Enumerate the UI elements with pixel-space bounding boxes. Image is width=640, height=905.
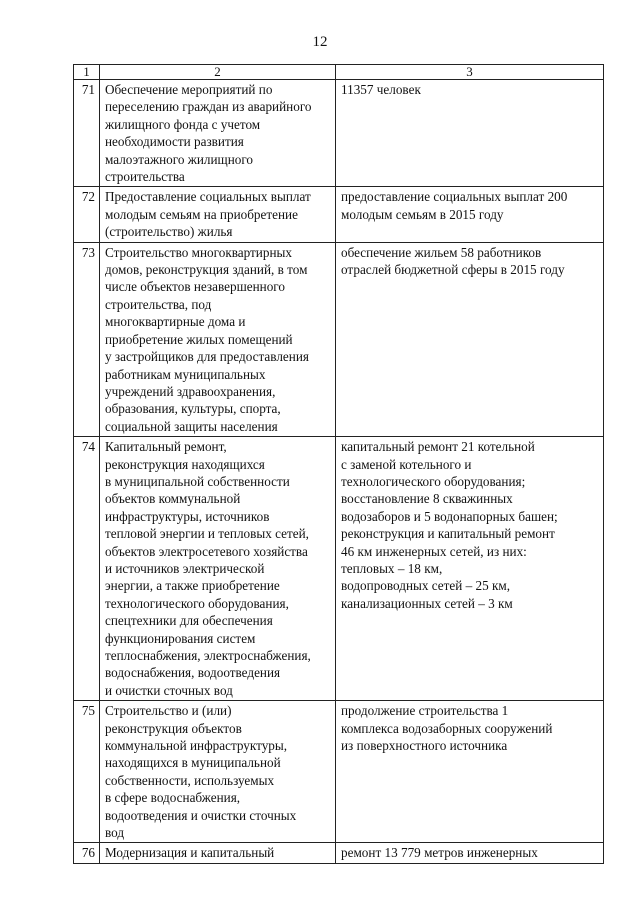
event-text-line: водоотведения и очистки сточных xyxy=(105,807,297,823)
result-text-line: водопроводных сетей – 25 км, xyxy=(341,578,511,594)
event-text-line: жилищного фонда с учетом xyxy=(105,116,261,132)
row-number: 72 xyxy=(74,187,100,242)
event-text-line: инфраструктуры, источников xyxy=(105,508,270,524)
result-cell xyxy=(336,843,604,863)
event-text-line: строительства xyxy=(105,169,185,185)
event-text-line: многоквартирные дома и xyxy=(105,314,246,330)
result-text-line: ремонт 13 779 метров инженерных xyxy=(341,845,538,861)
result-cell xyxy=(336,80,604,187)
event-text-line: домов, реконструкция зданий, в том xyxy=(105,262,308,278)
result-text-line: из поверхностного источника xyxy=(341,738,508,754)
event-text-line: объектов коммунальной xyxy=(105,491,241,507)
table-header-row xyxy=(74,65,604,80)
table-row xyxy=(74,437,604,701)
event-cell xyxy=(100,437,336,701)
event-text-line: в сфере водоснабжения, xyxy=(105,790,241,806)
row-number: 76 xyxy=(74,843,100,863)
result-text-line: обеспечение жильем 58 работников xyxy=(341,244,542,260)
event-cell xyxy=(100,843,336,863)
event-text-line: находящихся в муниципальной xyxy=(105,755,281,771)
event-text-line: у застройщиков для предоставления xyxy=(105,349,309,365)
event-text-line: и очистки сточных вод xyxy=(105,682,233,698)
header-cell-1: 1 xyxy=(74,65,100,80)
header-cell-3: 3 xyxy=(336,65,604,80)
event-text-line: в муниципальной собственности xyxy=(105,473,290,489)
result-text-line: с заменой котельного и xyxy=(341,456,472,472)
row-number: 74 xyxy=(74,437,100,701)
event-text-line: технологического оборудования, xyxy=(105,595,289,611)
event-text-line: энергии, а также приобретение xyxy=(105,578,280,594)
event-text-line: объектов электросетевого хозяйства xyxy=(105,543,308,559)
table-row xyxy=(74,701,604,843)
event-text-line: работникам муниципальных xyxy=(105,366,266,382)
result-text-line: 11357 человек xyxy=(341,82,421,97)
result-text-line: тепловых – 18 км, xyxy=(341,560,443,576)
result-cell xyxy=(336,701,604,843)
event-cell xyxy=(100,187,336,242)
measures-table xyxy=(73,64,604,864)
event-text-line: Строительство многоквартирных xyxy=(105,244,292,260)
result-text-line: продолжение строительства 1 xyxy=(341,703,509,719)
event-text-line: малоэтажного жилищного xyxy=(105,151,254,167)
result-text-line: молодым семьям в 2015 году xyxy=(341,206,504,222)
event-text-line: теплоснабжения, электроснабжения, xyxy=(105,648,311,663)
table-row xyxy=(74,242,604,436)
result-text-line: технологического оборудования; xyxy=(341,473,526,489)
event-cell xyxy=(100,242,336,436)
result-text-line: 46 км инженерных сетей, из них: xyxy=(341,543,527,559)
event-text-line: учреждений здравоохранения, xyxy=(105,383,276,399)
result-text-line: отраслей бюджетной сферы в 2015 году xyxy=(341,262,565,278)
event-text-line: Капитальный ремонт, xyxy=(105,439,227,455)
event-text-line: приобретение жилых помещений xyxy=(105,331,293,347)
event-text-line: образования, культуры, спорта, xyxy=(105,401,281,417)
page-number: 12 xyxy=(312,34,328,50)
event-text-line: переселению граждан из аварийного xyxy=(105,99,312,115)
result-text-line: капитальный ремонт 21 котельной xyxy=(341,439,535,455)
event-text-line: вод xyxy=(105,825,125,841)
event-text-line: Предоставление социальных выплат xyxy=(105,189,311,205)
result-cell xyxy=(336,242,604,436)
event-cell xyxy=(100,80,336,187)
event-text-line: (строительство) жилья xyxy=(105,224,233,240)
result-text-line: предоставление социальных выплат 200 xyxy=(341,189,568,205)
event-cell xyxy=(100,701,336,843)
result-text-line: восстановление 8 скважинных xyxy=(341,491,513,507)
table-row xyxy=(74,187,604,242)
row-number: 71 xyxy=(74,80,100,187)
event-text-line: собственности, используемых xyxy=(105,772,275,788)
result-text-line: водозаборов и 5 водонапорных башен; xyxy=(341,508,558,524)
header-cell-2: 2 xyxy=(100,65,336,80)
event-text-line: коммунальной инфраструктуры, xyxy=(105,738,288,754)
row-number: 75 xyxy=(74,701,100,843)
event-text-line: социальной защиты населения xyxy=(105,418,278,434)
result-cell xyxy=(336,437,604,701)
result-text-line: канализационных сетей – 3 км xyxy=(341,595,513,611)
event-text-line: числе объектов незавершенного xyxy=(105,279,285,295)
table-row xyxy=(74,843,604,863)
event-text-line: Строительство и (или) xyxy=(105,703,232,719)
result-cell xyxy=(336,187,604,242)
row-number: 73 xyxy=(74,242,100,436)
event-text-line: функционирования систем xyxy=(105,630,256,646)
table-row xyxy=(74,80,604,187)
event-text-line: реконструкция находящихся xyxy=(105,456,265,472)
event-text-line: строительства, под xyxy=(105,296,212,312)
event-text-line: водоснабжения, водоотведения xyxy=(105,665,281,681)
result-text-line: комплекса водозаборных сооружений xyxy=(341,720,553,736)
event-text-line: Обеспечение мероприятий по xyxy=(105,82,273,97)
event-text-line: молодым семьям на приобретение xyxy=(105,206,298,222)
event-text-line: реконструкция объектов xyxy=(105,720,242,736)
event-text-line: тепловой энергии и тепловых сетей, xyxy=(105,526,309,542)
event-text-line: спецтехники для обеспечения xyxy=(105,613,273,629)
event-text-line: необходимости развития xyxy=(105,134,244,150)
event-text-line: и источников электрической xyxy=(105,560,265,576)
event-text-line: Модернизация и капитальный xyxy=(105,845,275,861)
result-text-line: реконструкция и капитальный ремонт xyxy=(341,526,555,542)
